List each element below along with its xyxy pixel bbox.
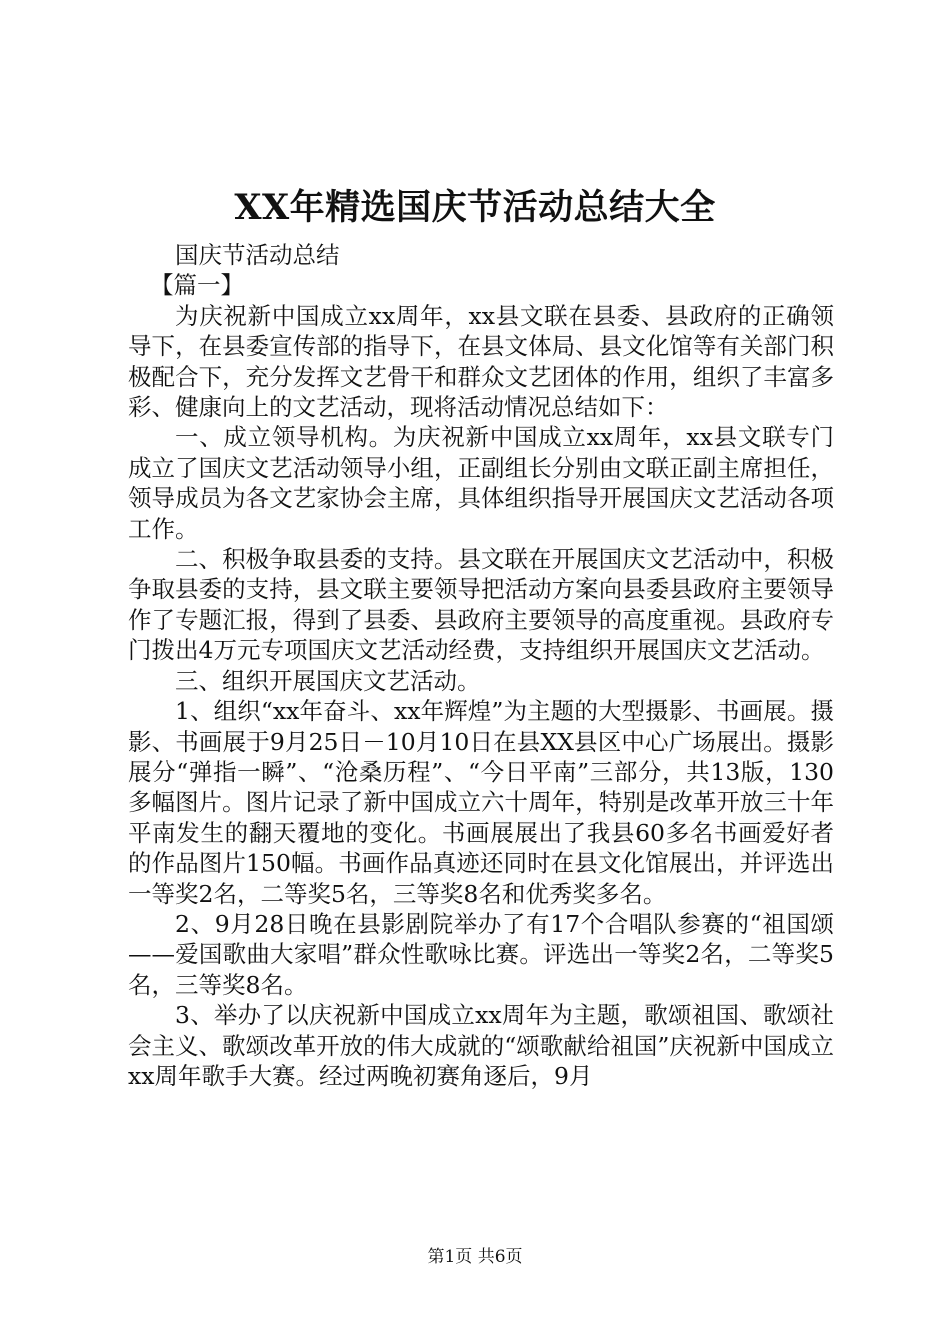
intro-paragraph: 为庆祝新中国成立xx周年，xx县文联在县委、县政府的正确领导下，在县委宣传部的指导下，在县文体局、县文化馆等有关部门积极配合下，充分发挥文艺骨干和群众文艺团体的作用，组织了丰富多彩、健康向上的文艺活动，现将活动情况总结如下： xyxy=(128,301,834,422)
section-heading: 国庆节活动总结 xyxy=(175,241,340,269)
document-body xyxy=(128,240,834,1091)
paragraph-sub-2: 2、9月28日晚在县影剧院举办了有17个合唱队参赛的“祖国颂——爱国歌曲大家唱”群众性歌咏比赛。评选出一等奖2名，二等奖5名，三等奖8名。 xyxy=(128,909,834,999)
paragraph-item-3: 三、组织开展国庆文艺活动。 xyxy=(175,666,481,695)
part-label: 【篇一】 xyxy=(150,271,244,300)
paragraph-sub-1: 1、组织“xx年奋斗、xx年辉煌”为主题的大型摄影、书画展。摄影、书画展于9月25日－10月10日在县XX县区中心广场展出。摄影展分“弹指一瞬”、“沧桑历程”、“今日平南”三部分，共13版，130多幅图片。图片记录了新中国成立六十周年，特别是改革开放三十年平南发生的翻天覆地的变化。书画展展出了我县60多名书画爱好者的作品图片150幅。书画作品真迹还同时在县文化馆展出，并评选出一等奖2名，二等奖5名，三等奖8名和优秀奖多名。 xyxy=(128,697,834,908)
paragraph-item-1: 一、成立领导机构。为庆祝新中国成立xx周年，xx县文联专门成立了国庆文艺活动领导小组，正副组长分别由文联正副主席担任，领导成员为各文艺家协会主席，具体组织指导开展国庆文艺活动各项工作。 xyxy=(128,423,834,543)
paragraph-sub-3: 3、举办了以庆祝新中国成立xx周年为主题，歌颂祖国、歌颂社会主义、歌颂改革开放的伟大成就的“颂歌献给祖国”庆祝新中国成立xx周年歌手大赛。经过两晚初赛角逐后，9月 xyxy=(128,1001,834,1090)
paragraph-item-2: 二、积极争取县委的支持。县文联在开展国庆文艺活动中，积极争取县委的支持，县文联主要领导把活动方案向县委县政府主要领导作了专题汇报，得到了县委、县政府主要领导的高度重视。县政府专门拨出4万元专项国庆文艺活动经费，支持组织开展国庆文艺活动。 xyxy=(128,545,834,665)
page-footer: 第1页 共6页 xyxy=(427,1247,523,1267)
document-title: XX年精选国庆节活动总结大全 xyxy=(234,187,716,228)
